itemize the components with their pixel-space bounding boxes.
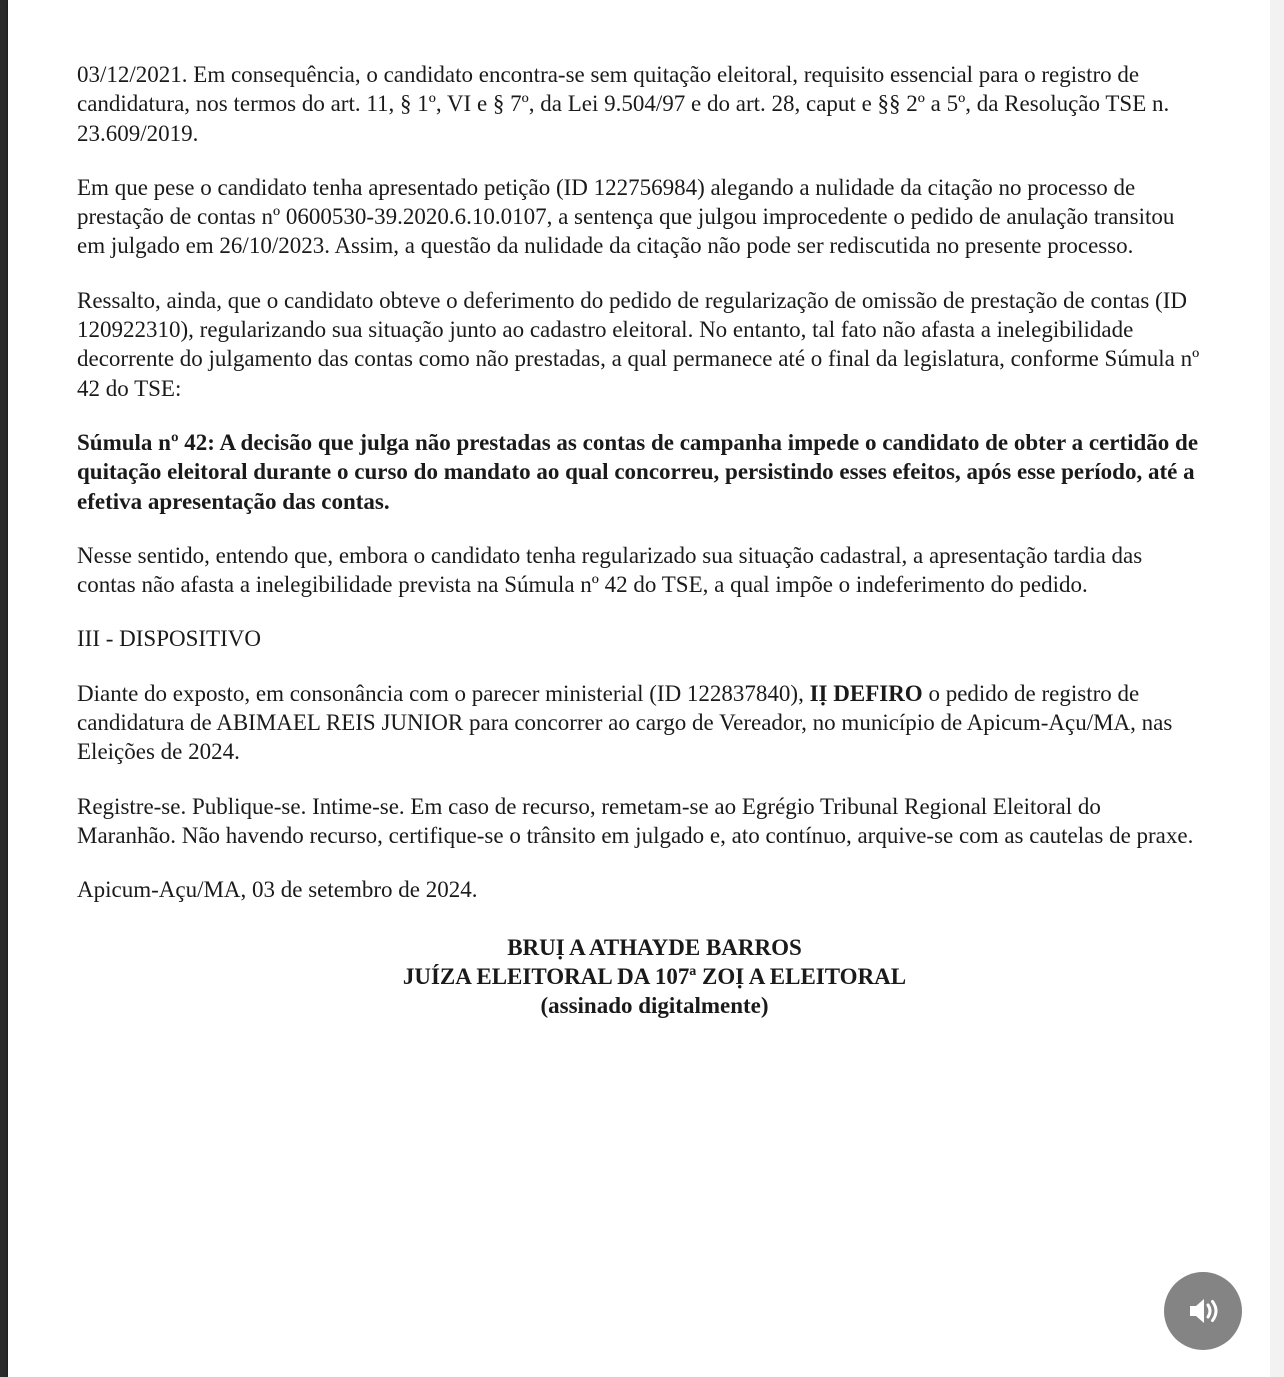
signature-block (77, 933, 1202, 1020)
paragraph-registre-se: Registre-se. Publique-se. Intime-se. Em caso de recurso, remetam-se ao Egrégio Tribunal Regional Eleitoral do Maranhão. Não havendo recurso, certifique-se o trânsito em julgado e, ato contínuo, arquive-se com as cautelas de praxe. (77, 793, 1194, 848)
paragraph-sumula: Súmula nº 42: A decisão que julga não prestadas as contas de campanha impede o candidato de obter a certidão de quitação eleitoral durante o curso do mandato ao qual concorreu, persistindo esses efeitos, após esse período, até a efetiva apresentação das contas. (77, 429, 1199, 514)
signature-role: JUÍZA ELEITORAL DA 107ª ZOỊ A ELEITORAL (402, 963, 907, 989)
paragraph-peticao: Em que pese o candidato tenha apresentado petição (ID 122756984) alegando a nulidade da citação no processo de prestação de contas nº 0600530-39.2020.6.10.0107, a sentença que julgou improcedente o pedido de anulação transitou em julgado em 26/10/2023. Assim, a questão da nulidade da citação não pode ser rediscutida no presente processo. (77, 174, 1175, 259)
section-heading: III - DISPOSITIVO (77, 626, 261, 652)
document-content (77, 60, 1202, 1020)
dispositivo-text-end: o pedido de registro de candidatura de ABIMAEL REIS JUNIOR para concorrer ao cargo de Vereador, no município de Apicum-Açu/MA, nas Eleições de 2024. (77, 680, 1173, 765)
paragraph-dispositivo (77, 679, 1202, 767)
signature-name: BRUỊ A ATHAYDE BARROS (507, 934, 802, 960)
speaker-icon (1183, 1291, 1223, 1331)
paragraph-entendimento: Nesse sentido, entendo que, embora o candidato tenha regularizado sua situação cadastral, a apresentação tardia das contas não afasta a inelegibilidade prevista na Súmula nº 42 do TSE, a qual impõe o indeferimento do pedido. (77, 542, 1143, 598)
dispositivo-decision: IỊ DEFIRO (809, 680, 923, 706)
paragraph-quitacao: 03/12/2021. Em consequência, o candidato encontra-se sem quitação eleitoral, requisito essencial para o registro de candidatura, nos termos do art. 11, § 1º, VI e § 7º, da Lei 9.504/97 e do art. 28, caput e §§ 2º a 5º, da Resolução TSE n. 23.609/2019. (77, 62, 1170, 146)
viewer-edge (1270, 0, 1284, 1377)
paragraph-regularizacao: Ressalto, ainda, que o candidato obteve o deferimento do pedido de regularização de omissão de prestação de contas (ID 120922310), regularizando sua situação junto ao cadastro eleitoral. No entanto, tal fato não afasta a inelegibilidade decorrente do julgamento das contas como não prestadas, a qual permanece até o final da legislatura, conforme Súmula nº 42 do TSE: (77, 287, 1200, 401)
audio-button[interactable] (1164, 1272, 1242, 1350)
dispositivo-text-start: Diante do exposto, em consonância com o parecer ministerial (ID 122837840), (77, 680, 810, 706)
paragraph-local-data: Apicum-Açu/MA, 03 de setembro de 2024. (77, 877, 478, 903)
signature-note: (assinado digitalmente) (540, 992, 769, 1018)
